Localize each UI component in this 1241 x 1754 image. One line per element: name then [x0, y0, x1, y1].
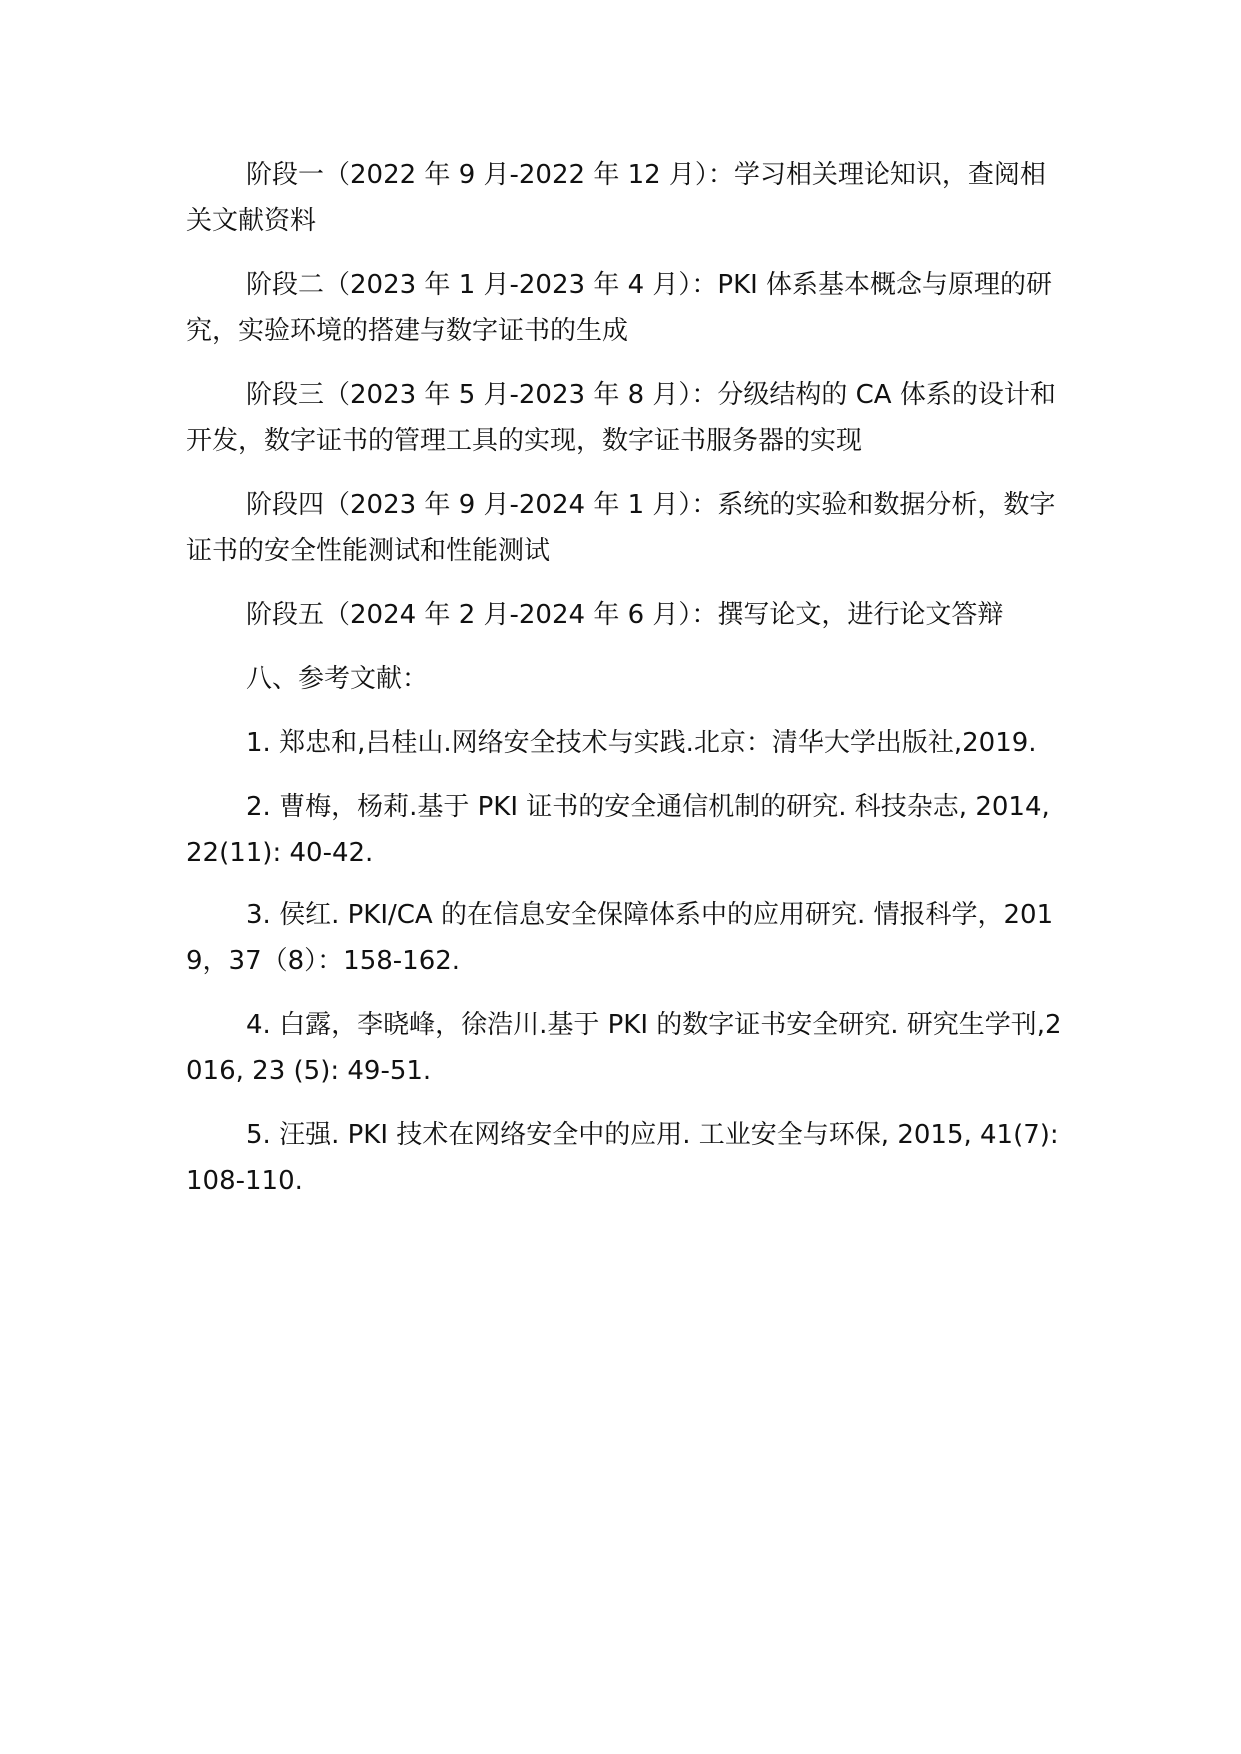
reference-item-5: 5. 汪强. PKI 技术在网络安全中的应用. 工业安全与环保, 2015, 41(7): 108-110. [186, 1120, 1059, 1196]
stage-1-paragraph: 阶段一（2022 年 9 月-2022 年 12 月）：学习相关理论知识，查阅相关文献资料 [186, 160, 1046, 236]
reference-item-4: 4. 白露，李晓峰，徐浩川.基于 PKI 的数字证书安全研究. 研究生学刊,2016, 23 (5): 49-51. [186, 1010, 1062, 1086]
reference-item-2: 2. 曹梅，杨莉.基于 PKI 证书的安全通信机制的研究. 科技杂志, 2014, 22(11): 40-42. [186, 792, 1050, 868]
stage-5-paragraph: 阶段五（2024 年 2 月-2024 年 6 月）：撰写论文，进行论文答辩 [246, 600, 1004, 630]
stage-4-paragraph: 阶段四（2023 年 9 月-2024 年 1 月）：系统的实验和数据分析，数字证书的安全性能测试和性能测试 [186, 490, 1056, 566]
stage-2-paragraph: 阶段二（2023 年 1 月-2023 年 4 月）：PKI 体系基本概念与原理的研究，实验环境的搭建与数字证书的生成 [186, 270, 1053, 346]
reference-item-3: 3. 侯红. PKI/CA 的在信息安全保障体系中的应用研究. 情报科学，2019，37（8）：158-162. [186, 900, 1054, 976]
document-page [186, 152, 1066, 1222]
references-heading: 八、参考文献： [246, 664, 429, 694]
reference-item-1: 1. 郑忠和,吕桂山.网络安全技术与实践.北京：清华大学出版社,2019. [246, 728, 1037, 758]
stage-3-paragraph: 阶段三（2023 年 5 月-2023 年 8 月）：分级结构的 CA 体系的设计和开发，数字证书的管理工具的实现，数字证书服务器的实现 [186, 380, 1056, 456]
